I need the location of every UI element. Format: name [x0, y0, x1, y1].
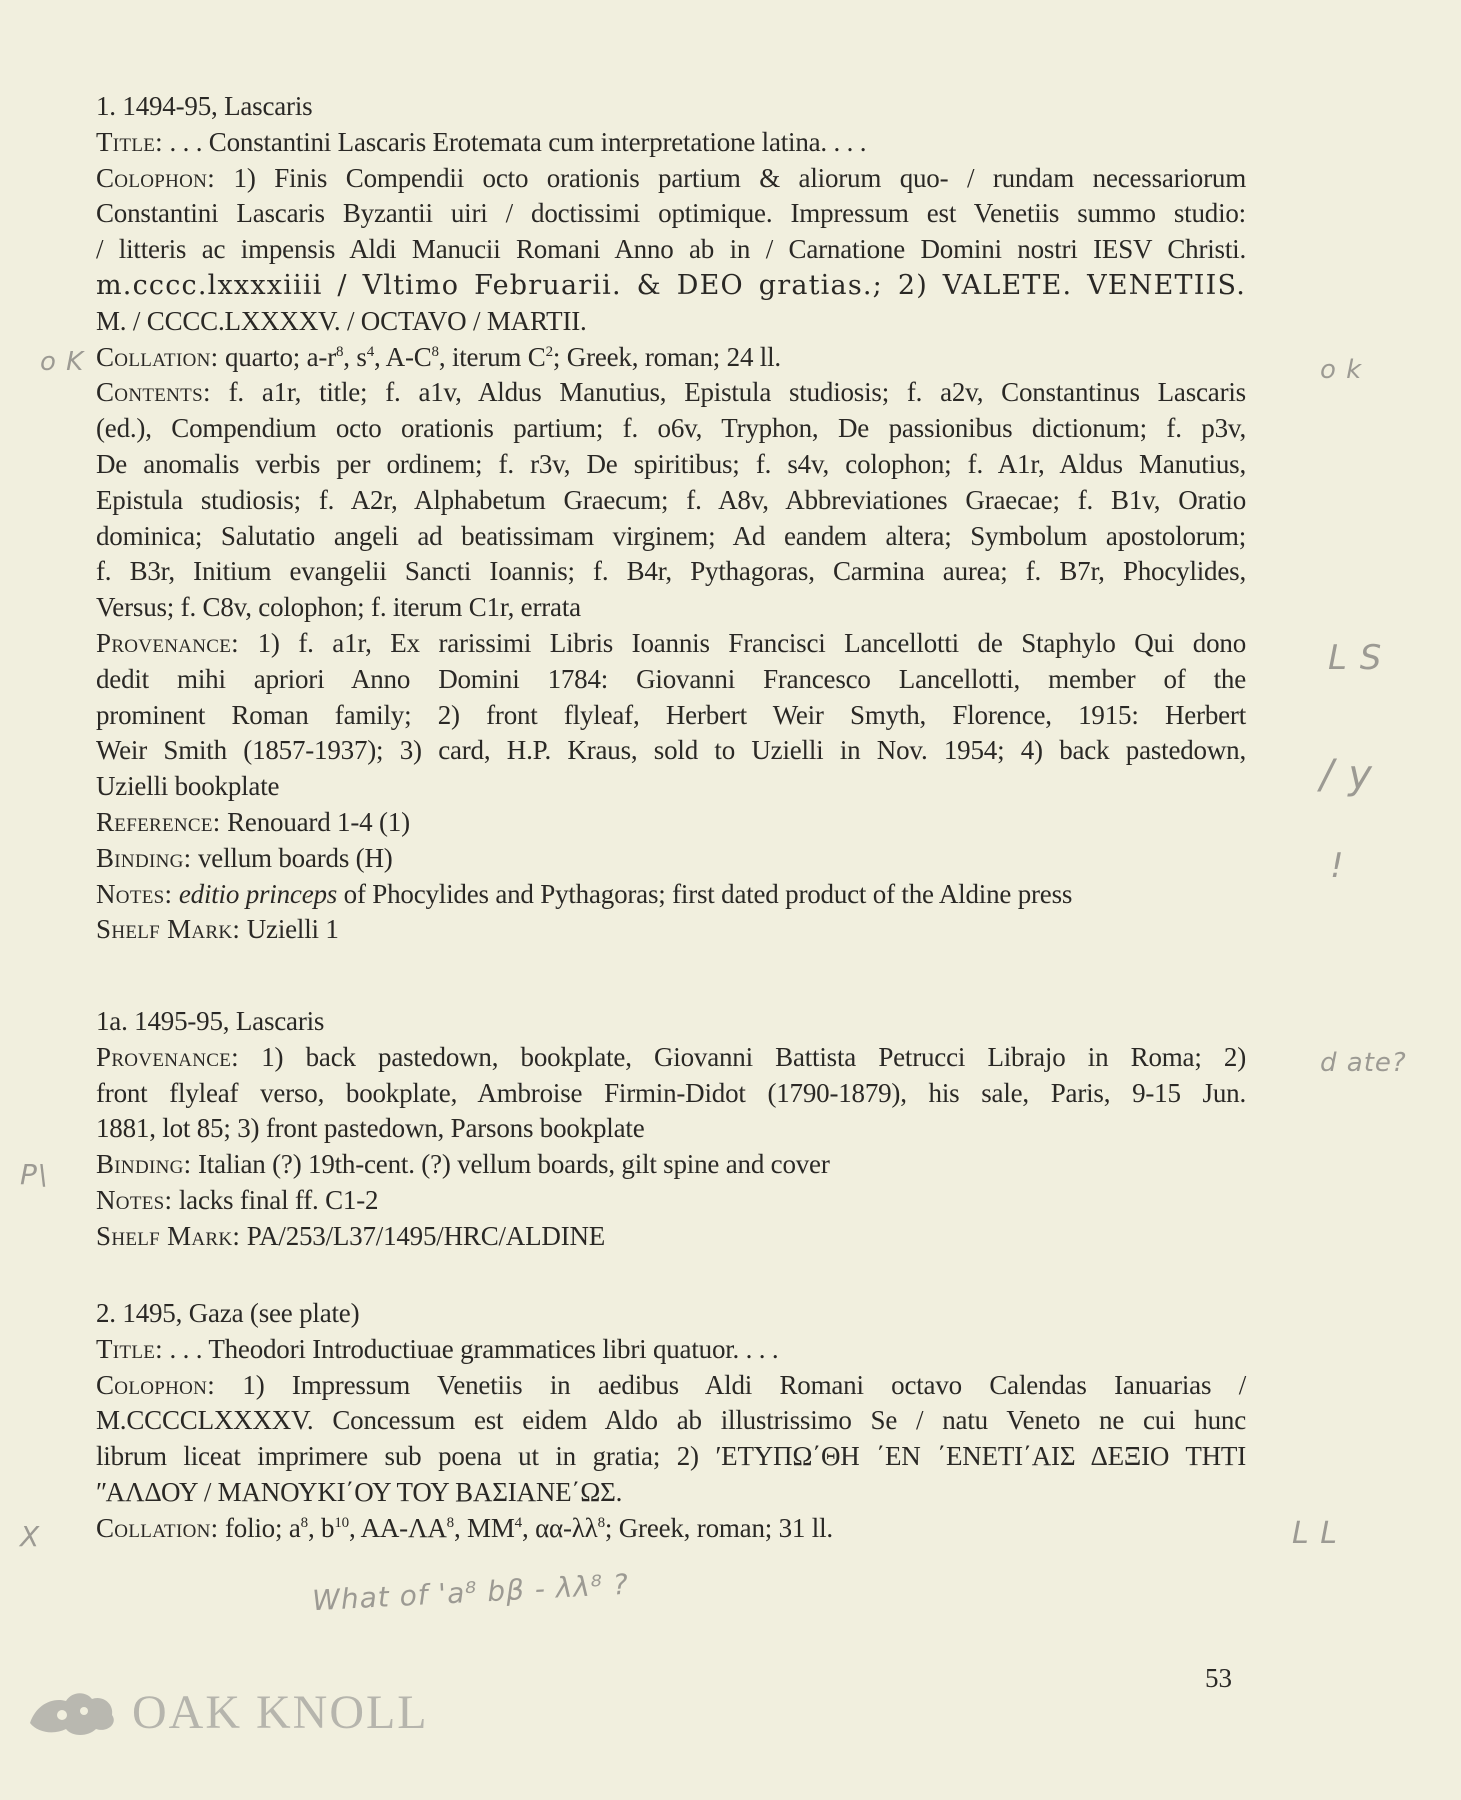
contents-line: Epistula studiosis; f. A2r, Alphabetum Graecum; f. A8v, Abbreviationes Graecae; f. B1v, Oratio: [96, 484, 1246, 515]
entry-1: [96, 89, 1246, 948]
colophon-line: librum liceat imprimere sub poena ut in gratia; 2) ʹΕΤΥΠΩ΄ΘΗ ΄ΕΝ ΄ΕΝΕΤΙ΄ΑΙΣ ΔΕΞΙΟ ΤΗΤΙ: [96, 1441, 1246, 1472]
field-label: Notes:: [96, 878, 173, 909]
shelf-mark-line: Shelf Mark: PA/253/L37/1495/HRC/ALDINE: [96, 1220, 606, 1251]
provenance-line: Weir Smith (1857-1937); 3) card, H.P. Kraus, sold to Uzielli in Nov. 1954; 4) back pastedown,: [96, 735, 1246, 766]
field-label: Shelf Mark:: [96, 1220, 241, 1251]
contents-line: dominica; Salutatio angeli ad beatissimam virginem; Ad eandem altera; Symbolum apostolorum;: [96, 520, 1246, 551]
colophon-line: m.cccc.lxxxxiiii / Vltimo Februarii. & DEO gratias.; 2) VALETE. VENETIIS.: [96, 269, 1246, 301]
annotation-x: X: [20, 1520, 41, 1553]
annotation-ls: L S: [1328, 638, 1383, 678]
annotation-exclamation: !: [1330, 846, 1345, 886]
field-label: Title:: [96, 126, 163, 157]
oak-leaf-icon: [22, 1683, 122, 1741]
contents-line: f. B3r, Initium evangelii Sancti Ioannis; f. B4r, Pythagoras, Carmina aurea; f. B7r, Phocylides,: [96, 556, 1246, 587]
annotation-ok-right: o k: [1320, 355, 1363, 385]
entry-1a: [96, 1004, 1246, 1255]
provenance-line: Uzielli bookplate: [96, 771, 280, 802]
provenance-line: dedit mihi apriori Anno Domini 1784: Giovanni Francesco Lancellotti, member of the: [96, 663, 1246, 694]
notes-line: Notes: lacks final ff. C1-2: [96, 1184, 379, 1215]
field-label: Colophon:: [96, 162, 215, 193]
field-label: Reference:: [96, 806, 221, 837]
provenance-line: front flyleaf verso, bookplate, Ambroise Firmin-Didot (1790-1879), his sale, Paris, 9-15 Jun.: [96, 1077, 1246, 1108]
colophon-line: Colophon: 1) Impressum Venetiis in aedibus Aldi Romani octavo Calendas Ianuarias /: [96, 1369, 1246, 1400]
shelf-mark-line: Shelf Mark: Uzielli 1: [96, 914, 339, 945]
title-line: Title: . . . Constantini Lascaris Erotemata cum interpretatione latina. . . .: [96, 126, 867, 157]
collation-line: Collation: quarto; $a-r^8$, $s^4$, $A-C^8$, iterum $C^2$; Greek, roman; 24 ll.: [96, 341, 781, 372]
reference-line: Reference: Renouard 1-4 (1): [96, 806, 410, 837]
field-label: Provenance:: [96, 627, 239, 658]
colophon-line: M.CCCCLXXXXV. Concessum est eidem Aldo ab illustrissimo Se / natu Veneto ne cui hunc: [96, 1405, 1246, 1436]
field-label: Collation:: [96, 1512, 219, 1543]
binding-line: Binding: Italian (?) 19th-cent. (?) vellum boards, gilt spine and cover: [96, 1149, 830, 1180]
annotation-date: d ate?: [1320, 1048, 1407, 1078]
provenance-line: prominent Roman family; 2) front flyleaf, Herbert Weir Smyth, Florence, 1915: Herbert: [96, 699, 1246, 730]
colophon-line: / litteris ac impensis Aldi Manucii Romani Anno ab in / Carnatione Domini nostri IESV Christi.: [96, 234, 1246, 265]
field-label: Provenance:: [96, 1041, 239, 1072]
entry-heading: 1a. 1495-95, Lascaris: [96, 1006, 325, 1036]
field-label: Binding:: [96, 842, 192, 873]
field-label: Binding:: [96, 1149, 192, 1180]
annotation-question: What of 'a⁸ bβ - λλ⁸ ?: [311, 1567, 630, 1618]
watermark-text: OAK KNOLL: [132, 1685, 429, 1739]
field-label: Colophon:: [96, 1369, 215, 1400]
watermark-logo: [22, 1683, 429, 1741]
page-number: 53: [1205, 1663, 1232, 1693]
field-label: Collation:: [96, 341, 219, 372]
annotation-pl: P\: [20, 1158, 49, 1191]
contents-line: Versus; f. C8v, colophon; f. iterum C1r, errata: [96, 592, 581, 623]
binding-line: Binding: vellum boards (H): [96, 842, 393, 873]
annotation-ll: L L: [1292, 1516, 1338, 1551]
title-line: Title: . . . Theodori Introductiuae grammatices libri quatuor. . . .: [96, 1333, 779, 1364]
collation-line: Collation: folio; $a^8$, $b^{10}$, $AA-\Lambda A^8$, $MM^4$, $\alpha\alpha-\lambda\lambda^8$; Greek, roman; 31 ll.: [96, 1512, 833, 1543]
provenance-line: Provenance: 1) back pastedown, bookplate, Giovanni Battista Petrucci Librajo in Roma; 2): [96, 1041, 1246, 1072]
field-label: Notes:: [96, 1184, 173, 1215]
annotation-ly: / y: [1320, 752, 1373, 798]
entry-heading: 2. 1495, Gaza (see plate): [96, 1298, 360, 1328]
provenance-line: Provenance: 1) f. a1r, Ex rarissimi Libris Ioannis Francisci Lancellotti de Staphylo Qui dono: [96, 627, 1246, 658]
provenance-line: 1881, lot 85; 3) front pastedown, Parsons bookplate: [96, 1113, 645, 1144]
annotation-ok-left: o K: [40, 347, 85, 377]
field-label: Shelf Mark:: [96, 914, 241, 945]
field-label: Contents:: [96, 377, 211, 408]
contents-line: De anomalis verbis per ordinem; f. r3v, De spiritibus; f. s4v, colophon; f. A1r, Aldus Manutius,: [96, 448, 1246, 479]
field-label: Title:: [96, 1333, 163, 1364]
colophon-line: Colophon: 1) Finis Compendii octo orationis partium & aliorum quo- / rundam necessariorum: [96, 162, 1246, 193]
contents-line: Contents: f. a1r, title; f. a1v, Aldus Manutius, Epistula studiosis; f. a2v, Constantinus Lascaris: [96, 377, 1246, 408]
entry-heading: 1. 1494-95, Lascaris: [96, 91, 313, 121]
colophon-line: Constantini Lascaris Byzantii uiri / doctissimi optimique. Impressum est Venetiis summo studio:: [96, 198, 1246, 229]
entry-2: [96, 1296, 1246, 1547]
colophon-line: M. / CCCC.LXXXXV. / OCTAVO / MARTII.: [96, 305, 587, 336]
notes-line: Notes: editio princeps of Phocylides and Pythagoras; first dated product of the Aldine press: [96, 878, 1073, 909]
colophon-line: ʺΑΛΔΟΥ / ΜΑΝΟΥΚΙ΄ΟΥ ΤΟΥ ΒΑΣΙΑΝΕ΄ΩΣ.: [96, 1476, 623, 1507]
contents-line: (ed.), Compendium octo orationis partium; f. o6v, Tryphon, De passionibus dictionum; f. p3v,: [96, 413, 1246, 444]
